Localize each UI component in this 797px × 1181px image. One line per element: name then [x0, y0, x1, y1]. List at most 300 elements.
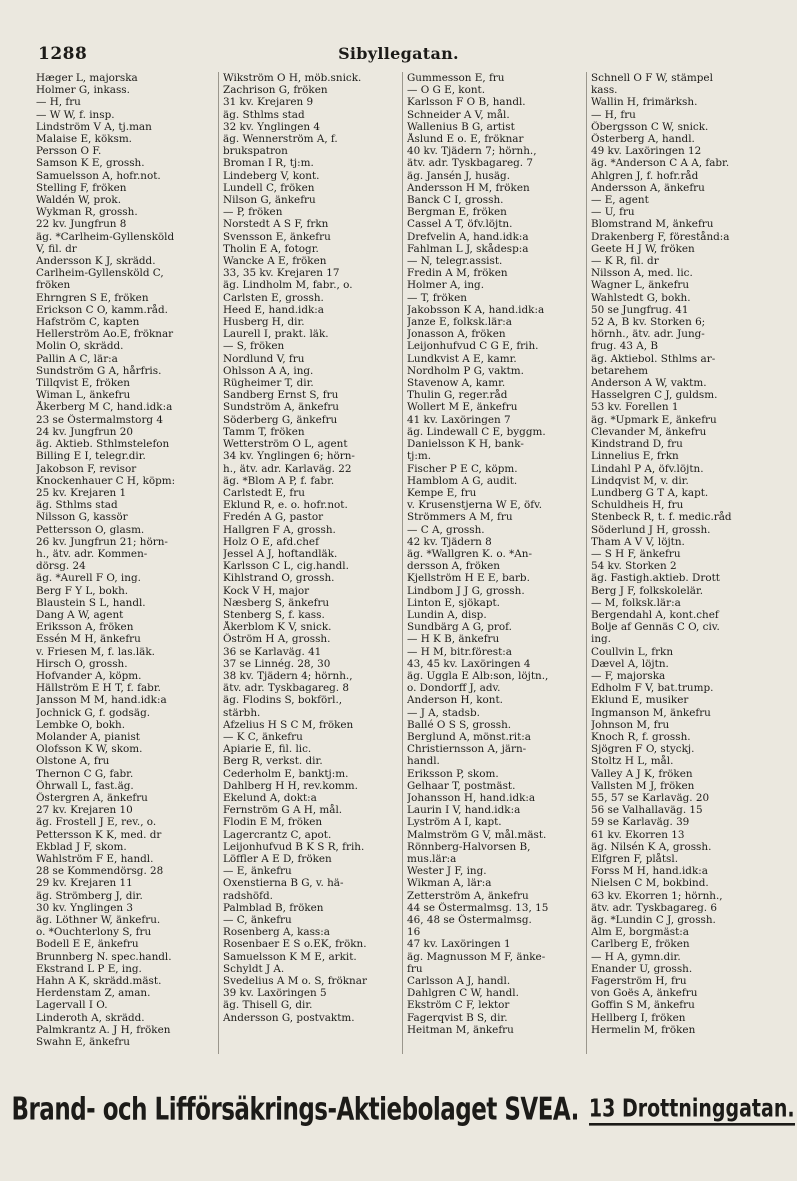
directory-entry: Hæger L, majorska: [36, 72, 138, 84]
directory-entry: 22 kv. Jungfrun 8: [36, 218, 127, 231]
directory-entry: mus.lär:a: [407, 853, 457, 865]
directory-entry: Nordlund V, fru: [223, 352, 305, 365]
directory-entry: V, fil. dr: [36, 242, 77, 255]
directory-entry: Malmström G V, mål.mäst.: [407, 828, 547, 841]
page-number: 1288: [38, 44, 88, 64]
directory-entry: Malaise E, köksm.: [36, 133, 132, 146]
directory-entry: Jansson M M, hand.idk:a: [36, 694, 167, 707]
directory-entry: Lembke O, bokh.: [36, 718, 126, 731]
directory-entry: Hällström E H T, f. fabr.: [36, 682, 161, 695]
directory-entry: äg. Fastigh.aktieb. Drott: [591, 572, 720, 585]
directory-entry: Leijonhufvud B K S R, frih.: [223, 840, 365, 853]
directory-entry: Cassel A T, öfv.löjtn.: [407, 218, 513, 231]
directory-entry: Kindstrand D, fru: [591, 438, 683, 451]
directory-entry: Wikman A, lär:a: [407, 877, 492, 890]
directory-entry: Forss M H, hand.idk:a: [591, 865, 708, 878]
directory-entry: Berg F Y L, bokh.: [36, 584, 129, 597]
directory-entry: Samuelsson K M E, arkit.: [223, 950, 357, 963]
directory-entry: 43, 45 kv. Laxöringen 4: [407, 657, 531, 670]
directory-entry: Svedelius A M o. S, fröknar: [223, 975, 367, 988]
directory-entry: Rügheimer T, dir.: [223, 377, 314, 390]
directory-entry: Hallgren F A, grossh.: [223, 523, 336, 536]
directory-entry: 53 kv. Forellen 1: [591, 401, 679, 414]
directory-entry: Cederholm E, banktj:m.: [223, 767, 349, 780]
directory-entry: Kjellström H E E, barb.: [407, 572, 530, 585]
directory-entry: äg. *Anderson C A A, fabr.: [591, 157, 730, 170]
directory-entry: Danielsson K H, bank-: [407, 438, 524, 451]
directory-entry: Hasselgren C J, guldsm.: [591, 389, 718, 402]
directory-entry: Erickson C O, kamm.råd.: [36, 303, 168, 316]
directory-entry: Jakobson F, revisor: [36, 462, 137, 475]
directory-entry: Schyldt J A.: [223, 962, 285, 975]
directory-entry: Elfgren F, plåtsl.: [591, 853, 679, 865]
directory-entry: Hofvander A, köpm.: [36, 669, 142, 682]
directory-entry: Linderoth A, skrädd.: [36, 1011, 145, 1024]
directory-entry: Svensson E, änkefru: [223, 230, 331, 243]
directory-entry: Fernström G A H, mål.: [223, 804, 343, 817]
directory-entry: äg. Magnusson M F, änke-: [407, 950, 546, 963]
directory-entry: 38 kv. Tjädern 4; hörnh.,: [223, 669, 353, 682]
directory-entry: Ekström C F, lektor: [407, 999, 510, 1012]
directory-entry: Wahlstedt G, bokh.: [591, 291, 691, 304]
directory-entry: äg. Sthlms stad: [223, 108, 305, 121]
directory-entry: — U, fru: [591, 206, 635, 219]
directory-entry: Löffler A E D, fröken: [223, 853, 332, 865]
directory-entry: Pettersson O, glasm.: [36, 523, 145, 536]
directory-entry: Lindahl P A, öfv.löjtn.: [591, 462, 704, 475]
directory-entry: Hellberg I, fröken: [591, 1011, 686, 1024]
directory-entry: Nilsson G, kassör: [36, 511, 128, 524]
directory-entry: Öström H A, grossh.: [223, 633, 331, 646]
directory-entry: Pettersson K K, med. dr: [36, 828, 162, 841]
directory-entry: — H A, gymn.dir.: [591, 950, 681, 963]
directory-entry: Anderson A W, vaktm.: [591, 377, 707, 390]
directory-entry: Stavenow A, kamr.: [407, 377, 506, 390]
directory-entry: Gummesson E, fru: [407, 72, 505, 84]
directory-entry: Johansson H, hand.idk:a: [407, 791, 536, 804]
directory-entry: Coullvin L, frkn: [591, 645, 674, 658]
directory-entry: dersson A, fröken: [407, 560, 500, 573]
directory-entry: Kempe E, fru: [407, 486, 477, 499]
directory-entry: Wallin H, frimärksh.: [591, 96, 698, 109]
directory-entry: Janze E, folksk.lär:a: [407, 316, 513, 329]
directory-entry: Molander A, pianist: [36, 730, 140, 743]
directory-entry: Heitman M, änkefru: [407, 1023, 514, 1036]
directory-entry: Afzelius H S C M, fröken: [223, 718, 354, 731]
directory-entry: Österberg A, handl.: [591, 133, 695, 146]
directory-entry: Tham A V V, löjtn.: [591, 535, 685, 548]
directory-entry: Andersson G, postvaktm.: [223, 1011, 355, 1024]
directory-entry: Norstedt A S F, frkn: [223, 218, 329, 231]
directory-entry: Wahlström F E, handl.: [36, 853, 154, 865]
directory-entry: o. Dondorff J, adv.: [407, 682, 501, 695]
directory-entry: Lundberg G T A, kapt.: [591, 486, 709, 499]
directory-entry: Wallenius B G, artist: [407, 120, 515, 133]
directory-entry: Persson O F.: [36, 145, 102, 158]
directory-entry: Blaustein S L, handl.: [36, 596, 146, 609]
directory-entry: Palmkrantz A. J H, fröken: [36, 1023, 171, 1036]
directory-entry: äg. Flodins S, bokförl.,: [223, 694, 343, 707]
directory-entry: Rosenbaer E S o.EK, frökn.: [223, 938, 367, 951]
directory-entry: äg. Strömberg J, dir.: [36, 889, 143, 902]
directory-entry: äg. *Lundin C J, grossh.: [591, 914, 716, 927]
directory-entry: Tholin E A, fotogr.: [223, 242, 319, 255]
directory-entry: Lundell C, fröken: [223, 181, 315, 194]
directory-entry: Rosenberg A, kass:a: [223, 926, 330, 939]
directory-columns: [34, 72, 770, 1054]
directory-entry: Fagerqvist B S, dir.: [407, 1011, 508, 1024]
directory-entry: 40 kv. Tjädern 7; hörnh.,: [407, 145, 537, 158]
directory-entry: äg. Lindholm M, fabr., o.: [223, 279, 353, 292]
directory-entry: Heed E, hand.idk:a: [223, 303, 325, 316]
directory-entry: — H, fru: [591, 108, 636, 121]
directory-entry: — M, folksk.lär:a: [591, 596, 681, 609]
directory-entry: Vallsten M J, fröken: [591, 779, 695, 792]
directory-entry: Sundström A, änkefru: [223, 401, 339, 414]
directory-entry: v. Friesen M, f. las.läk.: [36, 645, 155, 658]
directory-entry: 33, 35 kv. Krejaren 17: [223, 267, 340, 280]
directory-entry: Billing E I, telegr.dir.: [36, 450, 146, 463]
directory-entry: Fredén A G, pastor: [223, 511, 324, 524]
directory-entry: 46, 48 se Östermalmsg.: [407, 914, 532, 927]
directory-entry: Wester J F, ing.: [407, 865, 487, 878]
directory-entry: Hahn A K, skrädd.mäst.: [36, 975, 162, 988]
directory-entry: Hellerström Ao.E, fröknar: [36, 328, 174, 341]
page-header: [34, 44, 763, 66]
directory-entry: Lindström V A, tj.man: [36, 120, 152, 133]
directory-entry: Clevander M, änkefru: [591, 425, 707, 438]
directory-entry: Nielsen C M, bokbind.: [591, 877, 709, 890]
directory-entry: 31 kv. Krejaren 9: [223, 96, 314, 109]
directory-entry: Anderson H, kont.: [407, 694, 503, 707]
running-title: Sibyllegatan.: [338, 44, 459, 63]
directory-entry: 41 kv. Laxöringen 7: [407, 413, 511, 426]
directory-entry: 56 se Valhallaväg. 15: [591, 804, 703, 817]
directory-entry: Valley A J K, fröken: [591, 767, 693, 780]
directory-entry: Thulin G, reger.råd: [407, 389, 508, 402]
directory-entry: Linton E, sjökapt.: [407, 596, 500, 609]
directory-entry: Ohlsson A A, ing.: [223, 364, 314, 377]
directory-entry: Söderberg G, änkefru: [223, 413, 338, 426]
directory-entry: Samuelsson A, hofr.not.: [36, 169, 161, 182]
directory-entry: Dahlberg H H, rev.komm.: [223, 779, 358, 792]
directory-entry: Jakobsson K A, hand.idk:a: [407, 303, 545, 316]
directory-entry: Sundström G A, hårfris.: [36, 364, 162, 377]
directory-entry: 63 kv. Ekorren 1; hörnh.,: [591, 889, 723, 902]
directory-entry: Lyström A I, kapt.: [407, 816, 502, 829]
directory-entry: Flodin E M, fröken: [223, 816, 323, 829]
directory-entry: — J A, stadsb.: [407, 706, 480, 719]
directory-entry: Blomstrand M, änkefru: [591, 218, 714, 231]
directory-entry: ätv. adr. Tyskbagareg. 7: [407, 157, 533, 170]
directory-entry: 55, 57 se Karlaväg. 20: [591, 791, 710, 804]
directory-entry: Lindbom J J G, grossh.: [407, 584, 525, 597]
directory-entry: Swahn E, änkefru: [36, 1036, 130, 1049]
directory-entry: Alm E, borgmäst:a: [591, 926, 689, 939]
directory-entry: Laurin I V, hand.idk:a: [407, 804, 521, 817]
directory-entry: Lindeberg V, kont.: [223, 169, 320, 182]
directory-entry: Hafström C, kapten: [36, 316, 140, 329]
directory-entry: 23 se Östermalmstorg 4: [36, 413, 163, 426]
directory-entry: Stenbeck R, t. f. medic.råd: [591, 511, 732, 524]
directory-entry: Fahlman L J, skådesp:a: [407, 242, 529, 255]
directory-entry: 50 se Jungfrug. 41: [591, 303, 689, 316]
directory-entry: Ballé O S S, grossh.: [407, 718, 512, 731]
directory-entry: äg. Frostell J E, rev., o.: [36, 816, 157, 829]
directory-entry: Linnelius E, frkn: [591, 450, 679, 463]
advertisement-address: 13 Drottninggatan.: [589, 1094, 795, 1125]
directory-entry: Carlsson A J, handl.: [407, 975, 511, 988]
directory-entry: Brunnberg N. spec.handl.: [36, 950, 172, 963]
directory-entry: Lagervall I O.: [36, 999, 108, 1012]
directory-entry: Sundbärg A G, prof.: [407, 621, 512, 634]
directory-entry: Hamblom A G, audit.: [407, 474, 518, 487]
directory-entry: Dævel A, löjtn.: [591, 657, 669, 670]
directory-entry: Sandberg Ernst S, fru: [223, 389, 339, 402]
directory-entry: Leijonhufvud C G E, frih.: [407, 340, 539, 353]
directory-entry: Sjögren F O, styckj.: [591, 743, 695, 756]
directory-entry: Nilsson A, med. lic.: [591, 267, 693, 280]
directory-entry: 61 kv. Ekorren 13: [591, 828, 685, 841]
directory-entry: Eriksson A, fröken: [36, 621, 134, 634]
directory-entry: 36 se Karlaväg. 41: [223, 645, 322, 658]
directory-entry: — H K B, änkefru: [407, 633, 500, 646]
directory-entry: Christiernsson A, järn-: [407, 743, 527, 756]
directory-entry: h., ätv. adr. Karlaväg. 22: [223, 462, 352, 475]
directory-entry: Carlberg E, fröken: [591, 938, 690, 951]
directory-entry: Hirsch O, grossh.: [36, 657, 128, 670]
directory-entry: Broman I R, tj:m.: [223, 157, 314, 170]
directory-entry: Olstone A, fru: [36, 755, 110, 768]
directory-entry: fröken: [36, 279, 71, 292]
directory-entry: Enander U, grossh.: [591, 962, 693, 975]
directory-entry: Carlstedt E, fru: [223, 486, 305, 499]
directory-entry: Gelhaar T, postmäst.: [407, 779, 516, 792]
directory-entry: äg. *Aurell F O, ing.: [36, 572, 141, 585]
directory-entry: von Goës A, änkefru: [591, 987, 698, 1000]
directory-entry: Holz O E, afd.chef: [223, 535, 319, 548]
directory-entry: — H, fru: [36, 96, 81, 109]
directory-entry: äg. Nilsén K A, grossh.: [591, 840, 712, 853]
directory-entry: Husberg H, dir.: [223, 316, 305, 329]
directory-entry: 26 kv. Jungfrun 21; hörn-: [36, 535, 168, 548]
directory-entry: stärbh.: [223, 706, 261, 719]
directory-entry: Edholm F V, bat.trump.: [591, 682, 714, 695]
directory-entry: Bolje af Gennäs C O, civ.: [591, 621, 720, 634]
directory-entry: — P, fröken: [223, 206, 283, 219]
directory-column-4: [586, 72, 770, 1054]
directory-entry: Åkerberg M C, hand.idk:a: [36, 401, 173, 414]
directory-entry: Ehrngren S E, fröken: [36, 291, 149, 304]
directory-entry: Carlheim-Gyllensköld C,: [36, 267, 164, 280]
directory-entry: Ahlgren J, f. hofr.råd: [591, 169, 699, 182]
directory-entry: Ekstrand L P E, ing.: [36, 962, 142, 975]
directory-entry: Ekblad J F, skom.: [36, 840, 127, 853]
directory-entry: Stelling F, fröken: [36, 181, 127, 194]
directory-entry: o. *Ouchterlony S, fru: [36, 926, 152, 939]
directory-entry: Holmer G, inkass.: [36, 84, 130, 97]
directory-entry: Eklund R, e. o. hofr.not.: [223, 499, 348, 512]
directory-entry: Banck C I, grossh.: [407, 194, 504, 207]
directory-entry: brukspatron: [223, 145, 288, 158]
directory-entry: — K R, fil. dr: [591, 255, 659, 268]
directory-entry: Östergren A, änkefru: [36, 791, 148, 804]
directory-entry: Lundkvist A E, kamr.: [407, 352, 517, 365]
directory-entry: 32 kv. Ynglingen 4: [223, 120, 321, 133]
directory-column-3: [402, 72, 586, 1054]
directory-entry: äg. *Carlheim-Gyllensköld: [36, 230, 175, 243]
directory-entry: Stenberg S, f. kass.: [223, 608, 325, 621]
directory-entry: Dahlgren C W, handl.: [407, 987, 519, 1000]
directory-entry: Drefvelin A, hand.idk:a: [407, 230, 529, 243]
directory-entry: Essén M H, änkefru: [36, 633, 141, 646]
directory-entry: äg. Lindewall C E, byggm.: [407, 425, 546, 438]
directory-entry: Andersson K J, skrädd.: [36, 255, 156, 268]
directory-entry: äg. *Blom A P, f. fabr.: [223, 474, 335, 487]
directory-entry: Samson K E, grossh.: [36, 157, 145, 170]
directory-entry: kass.: [591, 84, 618, 97]
directory-entry: 49 kv. Laxöringen 12: [591, 145, 702, 158]
directory-entry: äg. Aktiebol. Sthlms ar-: [591, 352, 716, 365]
directory-entry: Andersson A, änkefru: [591, 181, 705, 194]
directory-entry: Palmblad B, fröken: [223, 901, 324, 914]
directory-entry: Johnson M, fru: [591, 718, 670, 731]
directory-entry: Schnell O F W, stämpel: [591, 72, 713, 84]
directory-entry: äg. Löthner W, änkefru.: [36, 914, 161, 927]
directory-entry: Åslund E o. E, fröknar: [407, 133, 524, 146]
directory-entry: Wagner L, änkefru: [591, 279, 690, 292]
directory-entry: Jonasson A, fröken: [407, 328, 506, 341]
directory-entry: Kihlstrand O, grossh.: [223, 572, 335, 585]
directory-entry: 44 se Östermalmsg. 13, 15: [407, 901, 549, 914]
directory-entry: ing.: [591, 633, 611, 646]
directory-entry: Goffin S M, änkefru: [591, 999, 695, 1012]
directory-entry: — E, änkefru: [223, 865, 292, 878]
directory-entry: dörsg. 24: [36, 560, 86, 573]
directory-entry: Stoltz H L, mål.: [591, 755, 674, 768]
directory-entry: — C A, grossh.: [407, 523, 485, 536]
directory-entry: Zetterström A, änkefru: [407, 889, 529, 902]
directory-entry: Nilson G, änkefru: [223, 194, 316, 207]
directory-entry: äg. Sthlms stad: [36, 499, 118, 512]
directory-entry: Söderlund J H, grossh.: [591, 523, 711, 536]
directory-entry: Ekelund A, dokt:a: [223, 791, 317, 804]
directory-entry: Næsberg S, änkefru: [223, 596, 330, 609]
directory-entry: Berg J F, folkskolelär.: [591, 584, 704, 597]
directory-entry: Holmer A, ing.: [407, 279, 484, 292]
directory-entry: Zachrison G, fröken: [223, 84, 328, 97]
directory-entry: Karlsson C L, cig.handl.: [223, 560, 349, 573]
directory-entry: äg. Aktieb. Sthlmstelefon: [36, 438, 170, 451]
directory-entry: — S H F, änkefru: [591, 547, 681, 560]
directory-entry: Knoch R, f. grossh.: [591, 730, 691, 743]
directory-entry: Lindqvist M, v. dir.: [591, 474, 689, 487]
directory-entry: Tillqvist E, fröken: [36, 377, 130, 390]
directory-entry: äg. Wennerström A, f.: [223, 133, 338, 146]
directory-entry: Jessel A J, hoftandläk.: [223, 547, 338, 560]
directory-entry: Tamm T, fröken: [223, 425, 305, 438]
directory-entry: Lundin A, disp.: [407, 608, 487, 621]
directory-entry: Olofsson K W, skom.: [36, 743, 143, 756]
directory-entry: Berglund A, mönst.rit:a: [407, 730, 531, 743]
directory-entry: fru: [407, 962, 423, 975]
directory-entry: Geete H J W, fröken: [591, 242, 695, 255]
directory-entry: Schneider A V, mål.: [407, 108, 510, 121]
directory-entry: Herdenstam Z, aman.: [36, 987, 151, 1000]
advertisement-text: Brand- och Lifförsäkrings-Aktiebolaget SVEA.: [11, 1092, 579, 1128]
directory-entry: 28 se Kommendörsg. 28: [36, 865, 164, 878]
directory-entry: Wancke A E, fröken: [223, 255, 327, 268]
directory-entry: — K C, änkefru: [223, 730, 303, 743]
directory-entry: — C, änkefru: [223, 914, 292, 927]
directory-entry: betarehem: [591, 364, 648, 377]
directory-entry: Bergman E, fröken: [407, 206, 507, 219]
directory-entry: äg. Uggla E Alb:son, löjtn.,: [407, 669, 549, 682]
directory-entry: Wetterström O L, agent: [223, 438, 348, 451]
directory-entry: Karlsson F O B, handl.: [407, 96, 526, 109]
directory-entry: Wykman R, grossh.: [36, 206, 138, 219]
directory-entry: 47 kv. Laxöringen 1: [407, 938, 511, 951]
directory-entry: Schuldheis H, fru: [591, 499, 684, 512]
directory-entry: radshöfd.: [223, 889, 273, 902]
directory-entry: tj:m.: [407, 450, 432, 463]
directory-entry: Bergendahl A, kont.chef: [591, 608, 719, 621]
directory-entry: Laurell I, prakt. läk.: [223, 328, 329, 341]
directory-entry: hörnh., ätv. adr. Jung-: [591, 328, 705, 341]
directory-entry: äg. *Wallgren K. o. *An-: [407, 547, 532, 560]
directory-entry: — S, fröken: [223, 340, 285, 353]
directory-entry: Öhrwall L, fast.äg.: [36, 779, 134, 792]
directory-entry: Pallin A C, lär:a: [36, 352, 118, 365]
advertisement-banner: [11, 1086, 795, 1134]
directory-entry: handl.: [407, 755, 440, 768]
directory-entry: Dang A W, agent: [36, 608, 124, 621]
directory-entry: Andersson H M, fröken: [407, 181, 530, 194]
directory-entry: 30 kv. Ynglingen 3: [36, 901, 134, 914]
directory-entry: Nordholm P G, vaktm.: [407, 364, 524, 377]
directory-entry: 37 se Linnég. 28, 30: [223, 657, 331, 670]
directory-entry: 27 kv. Krejaren 10: [36, 804, 133, 817]
directory-entry: — O G E, kont.: [407, 84, 486, 97]
directory-entry: Waldén W, prok.: [36, 194, 122, 207]
directory-entry: Jochnick G, f. godsäg.: [36, 706, 151, 719]
directory-entry: Carlsten E, grossh.: [223, 291, 324, 304]
directory-entry: 24 kv. Jungfrun 20: [36, 425, 133, 438]
directory-entry: frug. 43 A, B: [591, 340, 659, 353]
directory-entry: äg. *Upmark E, änkefru: [591, 413, 717, 426]
directory-entry: — N, telegr.assist.: [407, 255, 503, 268]
directory-column-1: [34, 72, 218, 1054]
directory-entry: — H M, bitr.förest:a: [407, 645, 513, 658]
directory-entry: 25 kv. Krejaren 1: [36, 486, 127, 499]
directory-entry: 59 se Karlaväg. 39: [591, 816, 690, 829]
directory-entry: Oxenstierna B G, v. hä-: [223, 877, 344, 890]
directory-entry: Thernon C G, fabr.: [36, 767, 134, 780]
directory-entry: ätv. adr. Tyskbagareg. 6: [591, 901, 717, 914]
directory-entry: Fischer P E C, köpm.: [407, 462, 518, 475]
directory-entry: Åkerblom K V, snick.: [223, 621, 332, 634]
directory-entry: 34 kv. Ynglingen 6; hörn-: [223, 450, 355, 463]
directory-entry: Hermelin M, fröken: [591, 1023, 696, 1036]
directory-entry: Kock V H, major: [223, 584, 310, 597]
directory-entry: Rönnberg-Halvorsen B,: [407, 840, 531, 853]
directory-entry: Eriksson P, skom.: [407, 767, 499, 780]
directory-entry: Knockenhauer C H, köpm:: [36, 474, 176, 487]
directory-entry: Berg R, verkst. dir.: [223, 755, 323, 768]
directory-entry: 52 A, B kv. Storken 6;: [591, 316, 706, 329]
directory-entry: ätv. adr. Tyskbagareg. 8: [223, 682, 349, 695]
directory-entry: Lagercrantz C, apot.: [223, 828, 332, 841]
